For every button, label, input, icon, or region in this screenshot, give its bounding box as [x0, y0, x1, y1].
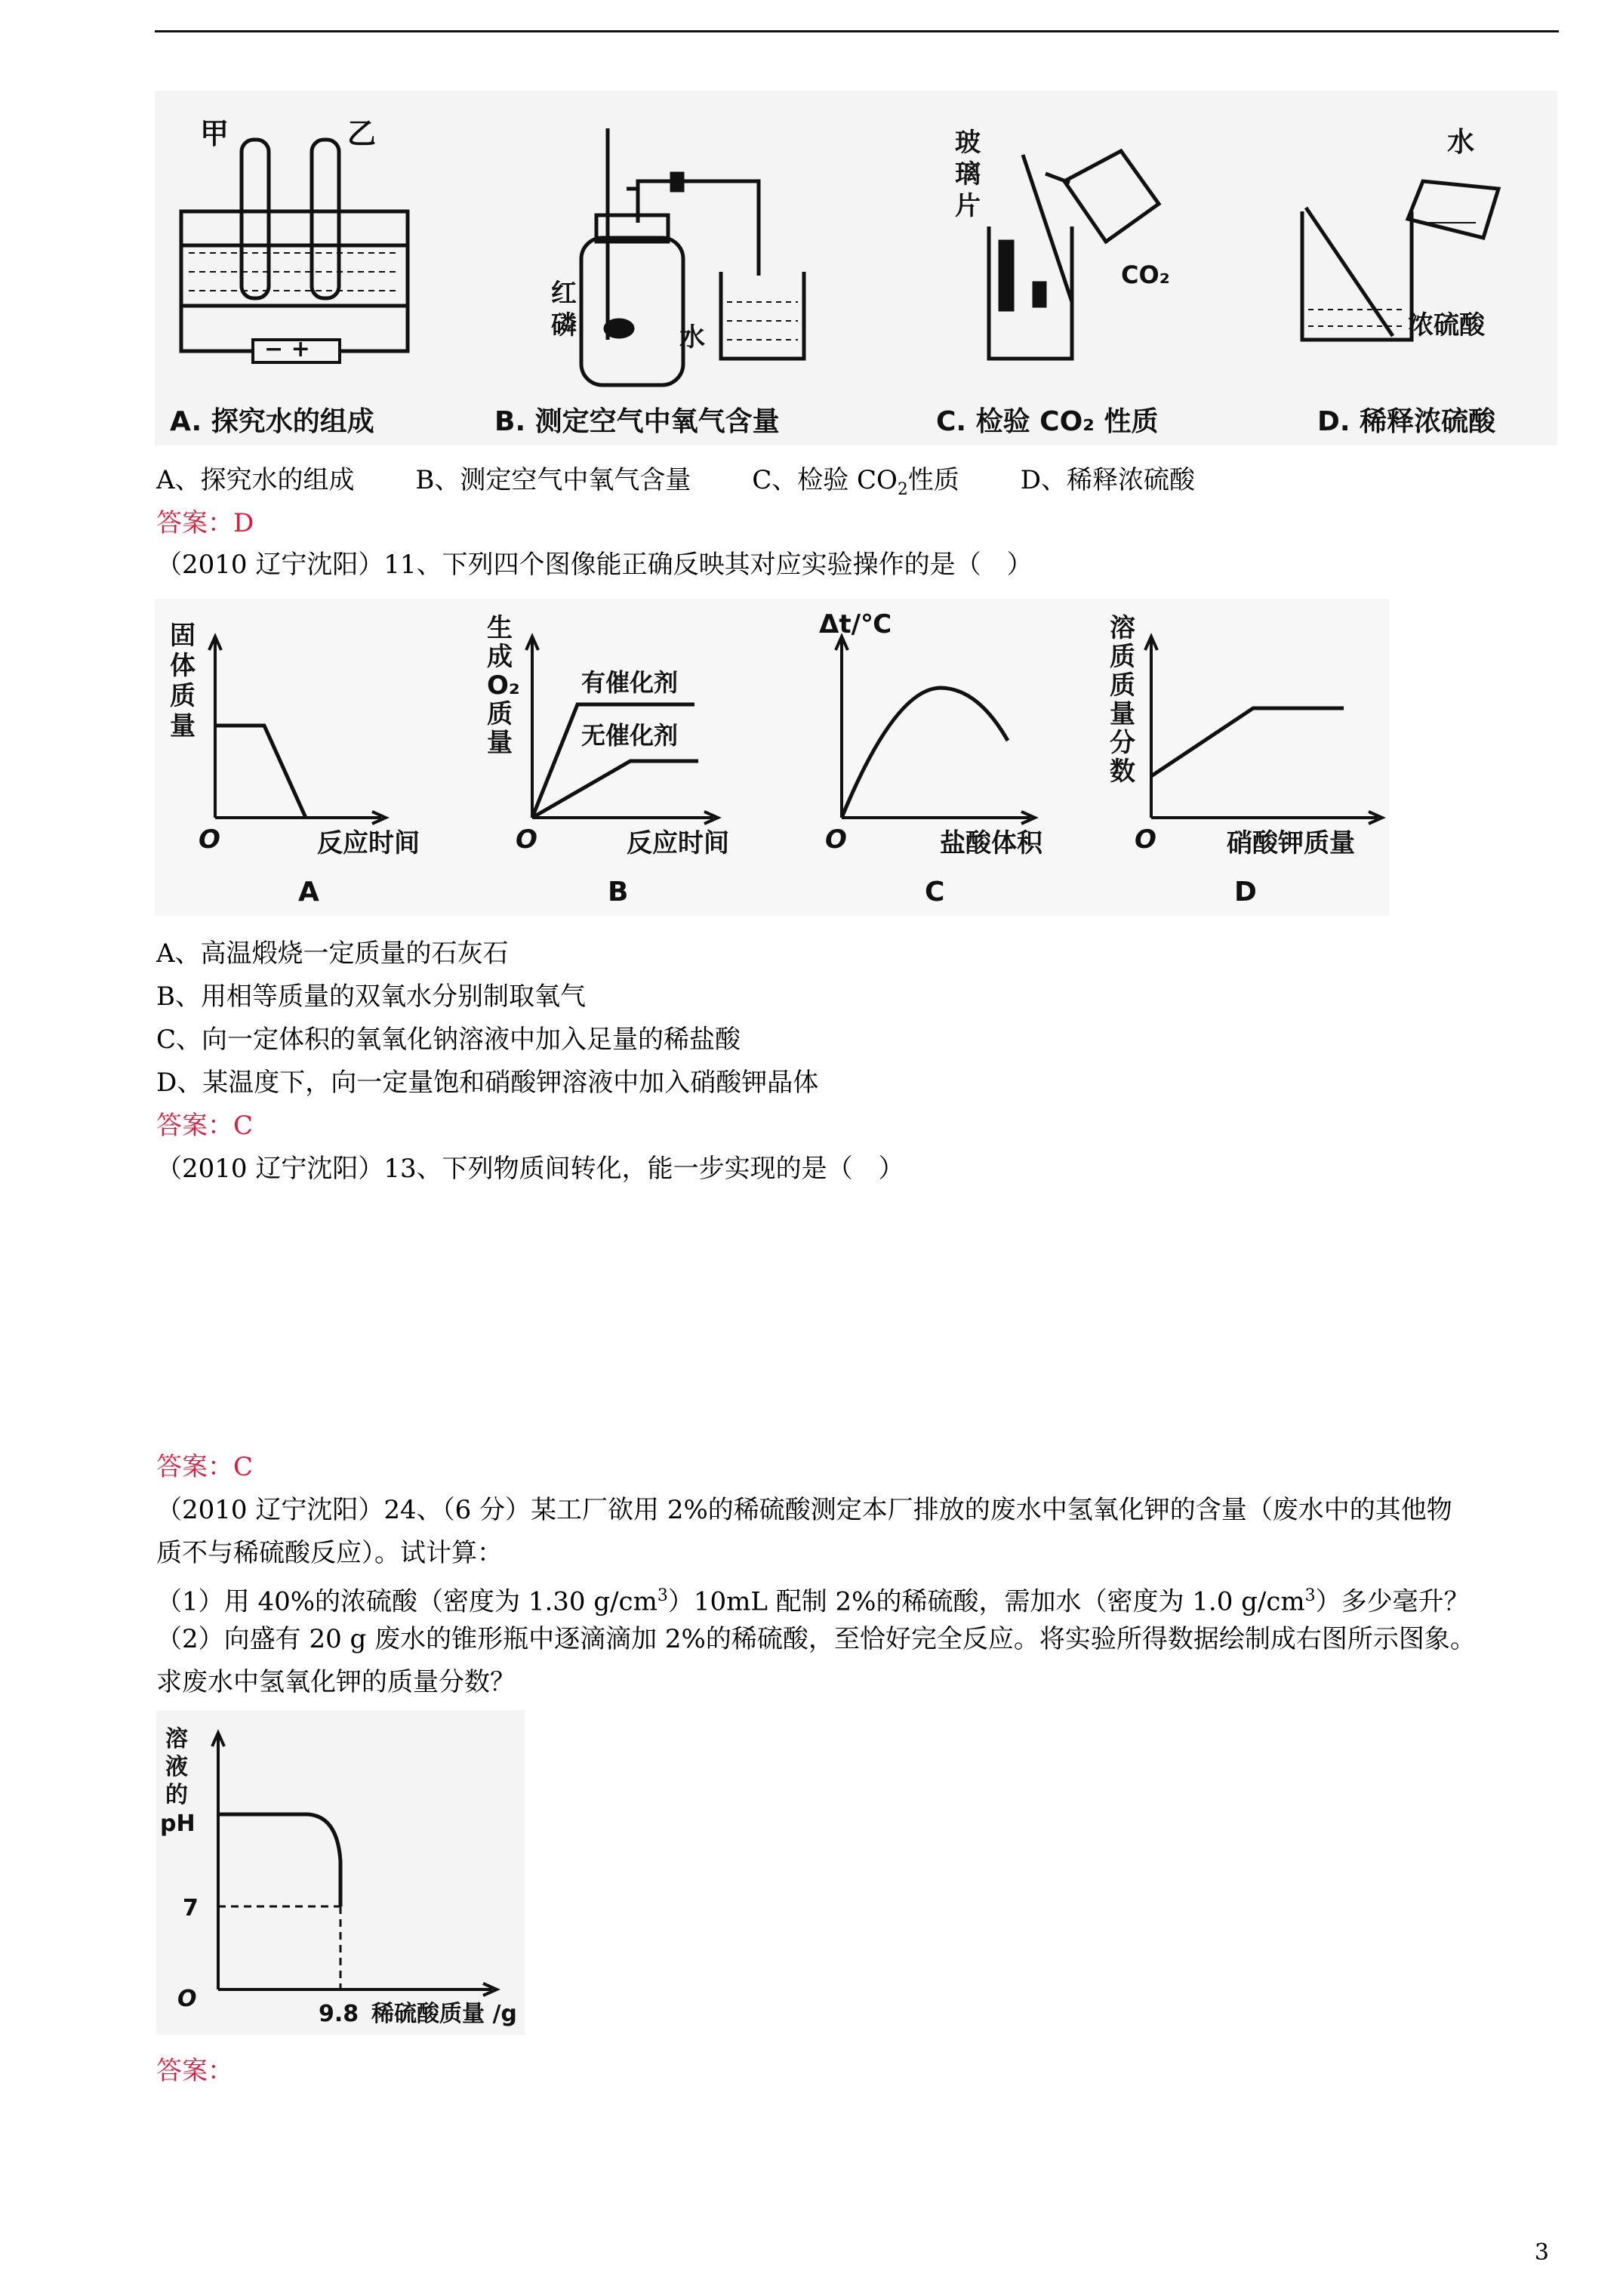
label-jia: 甲	[200, 117, 229, 150]
svg-text:溶: 溶	[1110, 613, 1135, 643]
svg-text:CO₂: CO₂	[1121, 260, 1170, 289]
q24-line-3: （1）用 40%的浓硫酸（密度为 1.30 $g/cm^3)10mL$ 配制 2%的稀硫酸，需加水（密度为 1.0 $g/cm^3$）多少毫升？	[156, 1586, 1470, 1617]
caption-b: B. 测定空气中氧气含量	[494, 406, 780, 437]
q11-option-c: C、向一定体积的氧氧化钠溶液中加入足量的稀盐酸	[156, 1025, 741, 1055]
svg-text:固: 固	[170, 621, 196, 651]
svg-text:Δt/℃: Δt/℃	[819, 609, 892, 639]
svg-text:O: O	[177, 1986, 197, 2012]
caption-d: D. 稀释浓硫酸	[1317, 406, 1496, 437]
q24-line-5: 求废水中氢氧化钾的质量分数？	[156, 1667, 516, 1697]
svg-text:分: 分	[1110, 728, 1135, 758]
svg-text:质: 质	[1110, 642, 1135, 672]
svg-text:反应时间: 反应时间	[317, 828, 420, 858]
svg-text:有催化剂: 有催化剂	[581, 668, 679, 697]
svg-text:量: 量	[487, 728, 513, 758]
ph-graph	[156, 1710, 525, 2035]
answer-c-1: 答案：C	[156, 1111, 254, 1141]
svg-text:水: 水	[679, 322, 705, 353]
answer-blank: 答案：	[156, 2056, 233, 2086]
svg-text:的: 的	[165, 1782, 188, 1808]
svg-text:D: D	[1234, 877, 1257, 908]
svg-text:磷: 磷	[551, 310, 577, 341]
q11-stem: （2010 辽宁沈阳）11、下列四个图像能正确反映其对应实验操作的是（ ）	[156, 550, 1033, 580]
svg-text:O: O	[825, 824, 847, 855]
svg-text:盐酸体积: 盐酸体积	[940, 828, 1042, 858]
svg-text:数: 数	[1110, 757, 1135, 787]
answer-d: 答案：D	[156, 508, 254, 538]
svg-text:反应时间: 反应时间	[627, 828, 729, 858]
svg-text:体: 体	[170, 651, 196, 681]
q10-options: A、探究水的组成 B、测定空气中氧气含量 C、检验 $CO_2$性质 D、稀释浓硫酸	[156, 465, 1195, 499]
svg-text:质: 质	[487, 699, 513, 729]
svg-text:C: C	[925, 877, 945, 908]
page-number: 3	[1534, 2239, 1549, 2266]
svg-text:硝酸钾质量: 硝酸钾质量	[1227, 828, 1355, 858]
svg-text:A: A	[298, 877, 319, 908]
caption-c: C. 检验 CO₂ 性质	[936, 406, 1159, 437]
label-yi: 乙	[347, 117, 377, 150]
svg-text:溶: 溶	[165, 1726, 188, 1752]
svg-text:7: 7	[183, 1895, 199, 1922]
graph-figure	[155, 599, 1389, 916]
svg-text:质: 质	[170, 681, 196, 711]
caption-a: A. 探究水的组成	[170, 406, 374, 437]
q13-stem: （2010 辽宁沈阳）13、下列物质间转化，能一步实现的是（ ）	[156, 1154, 904, 1184]
svg-text:生: 生	[487, 613, 513, 643]
svg-text:O: O	[1135, 824, 1156, 855]
q24-line-2: 质不与稀硫酸反应）。试计算：	[156, 1538, 503, 1568]
svg-text:− +: − +	[264, 336, 310, 362]
svg-text:无催化剂: 无催化剂	[581, 721, 679, 750]
svg-text:O: O	[199, 824, 220, 855]
svg-text:质: 质	[1110, 670, 1135, 701]
svg-text:稀硫酸质量 /g: 稀硫酸质量 /g	[371, 2001, 517, 2027]
svg-text:液: 液	[165, 1754, 188, 1780]
svg-text:玻: 玻	[955, 128, 981, 158]
q24-line-1: （2010 辽宁沈阳）24、（6 分）某工厂欲用 2%的稀硫酸测定本厂排放的废水中氢氧化钾的含量（废水中的其他物	[156, 1495, 1452, 1525]
svg-text:9.8: 9.8	[319, 2001, 359, 2027]
svg-text:成: 成	[487, 642, 513, 672]
svg-text:O: O	[516, 824, 537, 855]
svg-text:水: 水	[1447, 127, 1475, 158]
svg-text:pH: pH	[160, 1811, 196, 1837]
q11-option-d: D、某温度下，向一定量饱和硝酸钾溶液中加入硝酸钾晶体	[156, 1068, 819, 1098]
svg-text:量: 量	[170, 711, 196, 741]
q11-option-b: B、用相等质量的双氧水分别制取氧气	[156, 982, 586, 1012]
svg-text:璃: 璃	[955, 159, 981, 190]
svg-text:红: 红	[551, 279, 577, 309]
apparatus-figure	[155, 91, 1557, 445]
answer-c-2: 答案：C	[156, 1452, 254, 1482]
q24-line-4: （2）向盛有 20 g 废水的锥形瓶中逐滴滴加 2%的稀硫酸，至恰好完全反应。将实验所得数据绘制成右图所示图象。	[156, 1624, 1476, 1654]
svg-text:量: 量	[1110, 699, 1135, 729]
svg-text:浓硫酸: 浓硫酸	[1408, 310, 1485, 341]
svg-text:B: B	[608, 877, 629, 908]
svg-text:片: 片	[955, 191, 981, 221]
svg-text:O₂: O₂	[487, 670, 520, 701]
q11-option-a: A、高温煅烧一定质量的石灰石	[156, 938, 509, 969]
header-rule	[155, 30, 1559, 32]
